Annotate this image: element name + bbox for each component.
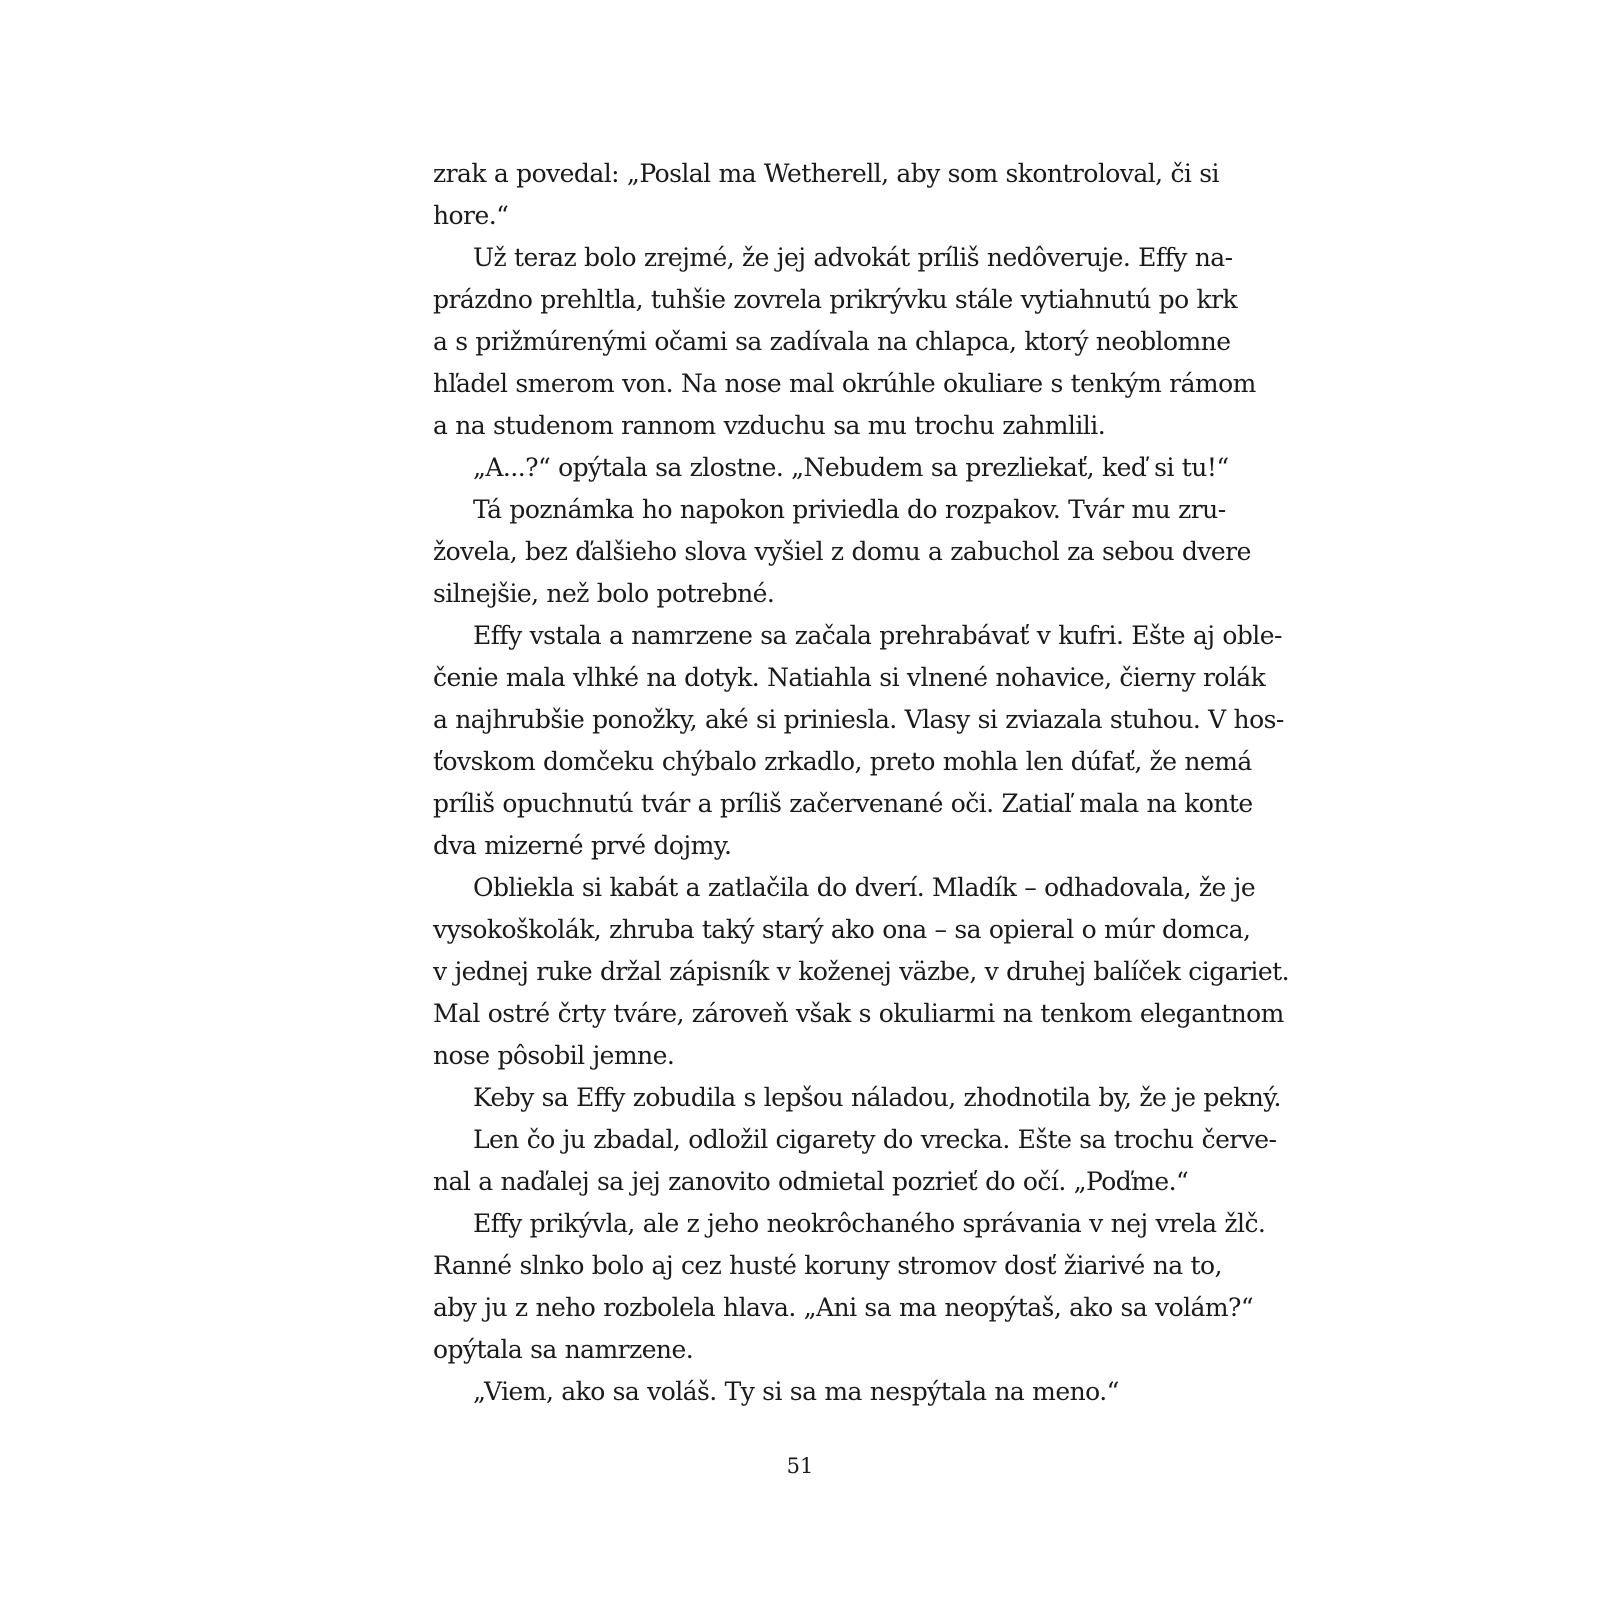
text-line: aby ju z neho rozbolela hlava. „Ani sa ma neopýtaš, ako sa volám?“ xyxy=(433,1293,1254,1322)
page-number: 51 xyxy=(786,1454,814,1478)
text-line: Obliekla si kabát a zatlačila do dverí. Mladík – odhadovala, že je xyxy=(473,873,1256,902)
text-line: nose pôsobil jemne. xyxy=(433,1041,675,1070)
text-line: hore.“ xyxy=(433,201,509,230)
text-line: dva mizerné prvé dojmy. xyxy=(433,831,732,860)
text-line: „A...?“ opýtala sa zlostne. „Nebudem sa prezliekať, keď si tu!“ xyxy=(473,453,1229,482)
body-text xyxy=(433,153,1290,1413)
text-line: žovela, bez ďalšieho slova vyšiel z domu a zabuchol za sebou dvere xyxy=(433,537,1251,566)
text-line: zrak a povedal: „Poslal ma Wetherell, aby som skontroloval, či si xyxy=(433,159,1219,188)
text-line: Keby sa Effy zobudila s lepšou náladou, zhodnotila by, že je pekný. xyxy=(473,1083,1281,1112)
text-line: ťovskom domčeku chýbalo zrkadlo, preto mohla len dúfať, že nemá xyxy=(433,747,1252,776)
text-line: a na studenom rannom vzduchu sa mu trochu zahmlili. xyxy=(433,411,1106,440)
text-line: vysokoškolák, zhruba taký starý ako ona – sa opieral o múr domca, xyxy=(433,915,1251,944)
text-line: Effy prikývla, ale z jeho neokrôchaného správania v nej vrela žlč. xyxy=(473,1209,1266,1238)
text-line: príliš opuchnutú tvár a príliš začervenané oči. Zatiaľ mala na konte xyxy=(433,789,1253,818)
text-line: hľadel smerom von. Na nose mal okrúhle okuliare s tenkým rámom xyxy=(433,369,1256,398)
text-line: Už teraz bolo zrejmé, že jej advokát príliš nedôveruje. Effy na- xyxy=(473,243,1233,272)
text-line: nal a naďalej sa jej zanovito odmietal pozrieť do očí. „Poďme.“ xyxy=(433,1167,1189,1196)
text-line: čenie mala vlhké na dotyk. Natiahla si vlnené nohavice, čierny rolák xyxy=(433,663,1266,692)
text-line: opýtala sa namrzene. xyxy=(433,1335,694,1364)
text-line: prázdno prehltla, tuhšie zovrela prikrývku stále vytiahnutú po krk xyxy=(433,285,1238,314)
text-line: „Viem, ako sa voláš. Ty si sa ma nespýtala na meno.“ xyxy=(473,1377,1119,1406)
text-line: Effy vstala a namrzene sa začala prehrabávať v kufri. Ešte aj oble- xyxy=(473,621,1282,650)
text-line: silnejšie, než bolo potrebné. xyxy=(433,579,775,608)
text-line: Tá poznámka ho napokon priviedla do rozpakov. Tvár mu zru- xyxy=(473,495,1226,524)
text-line: v jednej ruke držal zápisník v koženej väzbe, v druhej balíček cigariet. xyxy=(433,957,1290,986)
text-line: a s prižmúrenými očami sa zadívala na chlapca, ktorý neoblomne xyxy=(433,327,1231,356)
text-line: Len čo ju zbadal, odložil cigarety do vrecka. Ešte sa trochu červe- xyxy=(473,1125,1277,1154)
text-line: Mal ostré črty tváre, zároveň však s okuliarmi na tenkom elegantnom xyxy=(433,999,1284,1028)
text-line: Ranné slnko bolo aj cez husté koruny stromov dosť žiarivé na to, xyxy=(433,1251,1222,1280)
text-line: a najhrubšie ponožky, aké si priniesla. Vlasy si zviazala stuhou. V hos- xyxy=(433,705,1284,734)
